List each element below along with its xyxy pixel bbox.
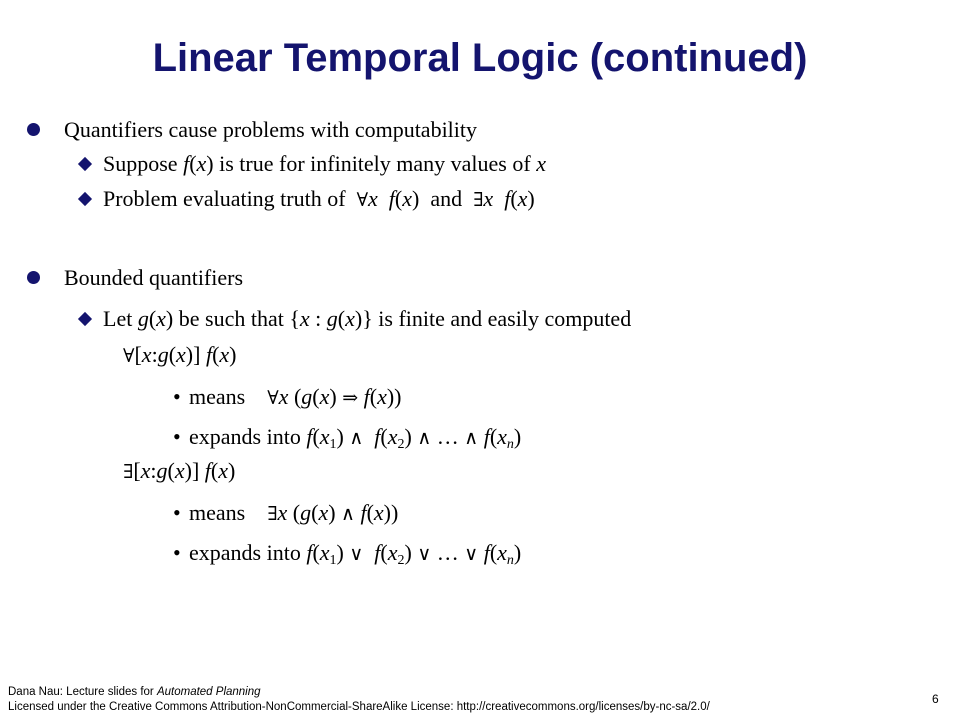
bullet-small: • xyxy=(173,500,181,525)
bullet-diamond xyxy=(78,192,92,206)
text: x xyxy=(196,151,207,176)
forall-expands: expands into $f(x_1)$ ∧ $f(x_2)$ ∧ … ∧ $f(x_n)$ xyxy=(189,424,522,452)
bullet-dot xyxy=(27,123,40,136)
and-symbol: ∧ xyxy=(417,427,432,449)
text: … xyxy=(436,424,459,449)
bullet-quantifiers: Quantifiers cause problems with computability xyxy=(64,117,478,142)
implies-symbol: ⇒ xyxy=(342,387,359,409)
text: is true for infinitely many values of xyxy=(213,151,537,176)
bullet-problem: Problem evaluating truth of ∀x f(x) and ∃x f(x) xyxy=(103,186,535,211)
footer-author-line xyxy=(8,685,710,700)
bullet-let: Let g(x) be such that {x : g(x)} is finite and easily computed xyxy=(103,306,632,331)
bullet-bounded: Bounded quantifiers xyxy=(64,265,244,290)
forall-symbol: ∀ xyxy=(123,345,135,367)
and-symbol: ∧ xyxy=(349,427,364,449)
exists-means: means ∃x (g(x) ∧ f(x)) xyxy=(189,500,399,525)
exists-expands: expands into $f(x_1)$ ∨ $f(x_2)$ ∨ … ∨ $f(x_n)$ xyxy=(189,540,522,568)
text: expands into xyxy=(189,424,301,449)
text: expands into xyxy=(189,540,301,565)
and-symbol: ∧ xyxy=(341,503,355,525)
and-symbol: ∧ xyxy=(464,427,479,449)
slide-title: Linear Temporal Logic (continued) xyxy=(152,36,808,80)
text: Problem evaluating truth of xyxy=(103,186,346,211)
text: x xyxy=(536,151,546,176)
exists-symbol: ∃ xyxy=(123,461,134,483)
forall-means: means ∀x (g(x) ⇒ f(x)) xyxy=(189,384,402,409)
forall-symbol: ∀ xyxy=(356,189,369,211)
text: means xyxy=(189,384,246,409)
text: … xyxy=(436,540,459,565)
forall-symbol: ∀ xyxy=(267,387,279,409)
footer-author: Dana Nau: Lecture slides for xyxy=(8,686,157,698)
or-symbol: ∨ xyxy=(417,543,432,565)
footer-license: Licensed under the Creative Commons Attribution-NonCommercial-ShareAlike License: http://creativecommons.org/licenses/by-nc-sa/2.0/ xyxy=(8,701,710,713)
text: Let xyxy=(103,306,138,331)
text: is finite and easily computed xyxy=(372,306,632,331)
exists-symbol: ∃ xyxy=(473,189,484,211)
footer-book: Automated Planning xyxy=(156,686,261,698)
exists-symbol: ∃ xyxy=(267,503,278,525)
text: f xyxy=(183,151,190,176)
text: Suppose xyxy=(103,151,184,176)
bullet-small: • xyxy=(173,424,181,449)
page-number: 6 xyxy=(932,692,939,706)
or-symbol: ∨ xyxy=(464,543,479,565)
text: and xyxy=(430,186,463,211)
bullet-dot xyxy=(27,271,40,284)
bullet-small: • xyxy=(173,540,181,565)
bullet-suppose: Suppose f(x) is true for infinitely many values of x xyxy=(103,151,546,176)
slide-footer xyxy=(8,685,710,715)
bounded-exists: ∃[x:g(x)] f(x) xyxy=(123,458,236,483)
bullet-diamond xyxy=(78,157,92,171)
bounded-forall: ∀[x:g(x)] f(x) xyxy=(123,342,237,367)
text: means xyxy=(189,500,246,525)
bullet-small: • xyxy=(173,384,181,409)
or-symbol: ∨ xyxy=(349,543,364,565)
text: be such that { xyxy=(173,306,300,331)
bullet-diamond xyxy=(78,312,92,326)
